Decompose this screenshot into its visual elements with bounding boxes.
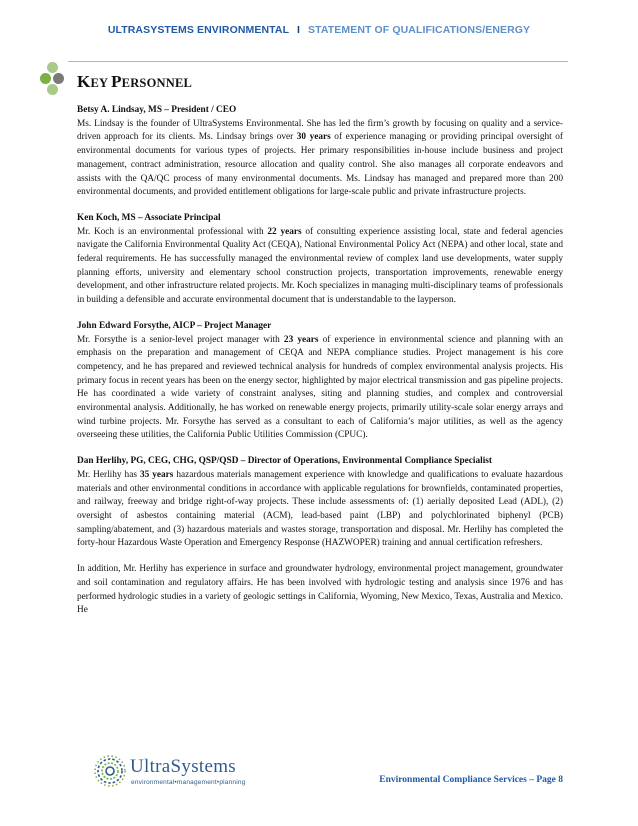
person-bio: Ms. Lindsay is the founder of UltraSystems Environmental. She has led the firm’s growth by focusing on quality and a service-driven approach for its clients. Ms. Lindsay brings over 30 years of experience managing or providing principal oversight of environmental documents for various types of projects. Her primary responsibilities in-house include business and project management, contract administration, resource allocation and quality control. She also manages all corporate endeavors and assists with the QA/QC process of many environmental documents. Ms. Lindsay has managed and prepared more than 200 environmental documents, and provided entitlement obligations for large-scale public and private infrastructure projects. — [77, 118, 563, 198]
person-bio: Mr. Herlihy has 35 years hazardous materials management experience with knowledge and qualifications to evaluate hazardous materials and other environmental conditions in accordance with applicable regulations for brownfields, contaminated properties, and railway, freeway and bridge right-of-way projects. These include assessments of: (1) aerially deposited Lead (ADL), (2) oversight of asbestos containing material (ACM), lead-based paint (LBP) and polychlorinated biphenyl (PCB) sampling/abatement, and (3) hazardous materials and wastes storage, transportation and disposal. Mr. Herlihy has completed the forty-hour Hazardous Waste Operation and Emergency Response (HAZWOPER) training and annual certification refreshers. — [77, 469, 563, 549]
personnel-content — [77, 104, 563, 618]
page-header — [0, 24, 638, 36]
person-bio: Mr. Koch is an environmental professional with 22 years of consulting experience assisting local, state and federal agencies navigate the California Environmental Quality Act (CEQA), National Environmental Policy Act (NEPA) and other local, state and federal requirements. He has successfully managed the environmental review of complex land use developments, water supply planning efforts, university and elementary school construction projects, transportation improvements, renewable energy development, and other infrastructure related projects. Mr. Koch specializes in managing multi-disciplinary teams of professionals in building a defensible and accurate environmental document that is understandable to the layperson. — [77, 226, 563, 306]
person-name: John Edward Forsythe, AICP – Project Manager — [77, 320, 272, 331]
years-highlight: 30 years — [296, 132, 331, 143]
ultrasystems-logo — [94, 755, 246, 799]
logo-name: UltraSystems — [130, 756, 236, 777]
logo-sunburst-icon — [94, 755, 126, 787]
page-footer-label: Environmental Compliance Services – Page 8 — [379, 775, 563, 785]
section-divider — [68, 61, 568, 62]
section-dots-icon — [40, 62, 66, 96]
years-highlight: 22 years — [267, 226, 302, 237]
person-name: Dan Herlihy, PG, CEG, CHG, QSP/QSD – Director of Operations, Environmental Compliance Specialist — [77, 456, 493, 467]
header-statement: STATEMENT OF QUALIFICATIONS/ENERGY — [308, 24, 531, 36]
section-title: KEY PERSONNEL — [77, 72, 193, 91]
person-name: Ken Koch, MS – Associate Principal — [77, 212, 221, 223]
header-company: ULTRASYSTEMS ENVIRONMENTAL — [107, 24, 289, 36]
logo-tagline: environmental•management•planning — [131, 779, 246, 786]
person-bio-continued: In addition, Mr. Herlihy has experience in surface and groundwater hydrology, environmental project management, groundwater and soil contamination and regulatory affairs. He has been involved with hydrologic testing and analysis since 1976 and has performed hydrologic studies in a variety of geologic settings in California, Wyoming, New Mexico, Texas, Australia and Mexico. He — [77, 564, 563, 616]
years-highlight: 23 years — [283, 334, 319, 345]
header-separator: I — [296, 24, 300, 36]
years-highlight: 35 years — [139, 469, 174, 480]
person-bio: Mr. Forsythe is a senior-level project manager with 23 years of experience in environmental science and planning with an emphasis on the preparation and management of CEQA and NEPA compliance studies. Project management is his core competency, and he has prepared and reviewed technical analysis for hundreds of complex environmental analysis projects. His primary focus in recent years has been on the energy sector, highlighted by major electrical transmission and gas pipeline projects. He has coordinated a wide variety of constraint analyses, siting and planning studies, and complex and controversial environmental analysis. Additionally, he has worked on renewable energy projects, primarily utility-scale solar energy arrays and wind turbine projects. Mr. Forsythe has served as a consultant to each of California’s major utilities, as well as the agency overseeing these utilities, the California Public Utilities Commission (CPUC). — [77, 334, 563, 441]
person-name: Betsy A. Lindsay, MS – President / CEO — [77, 105, 237, 115]
